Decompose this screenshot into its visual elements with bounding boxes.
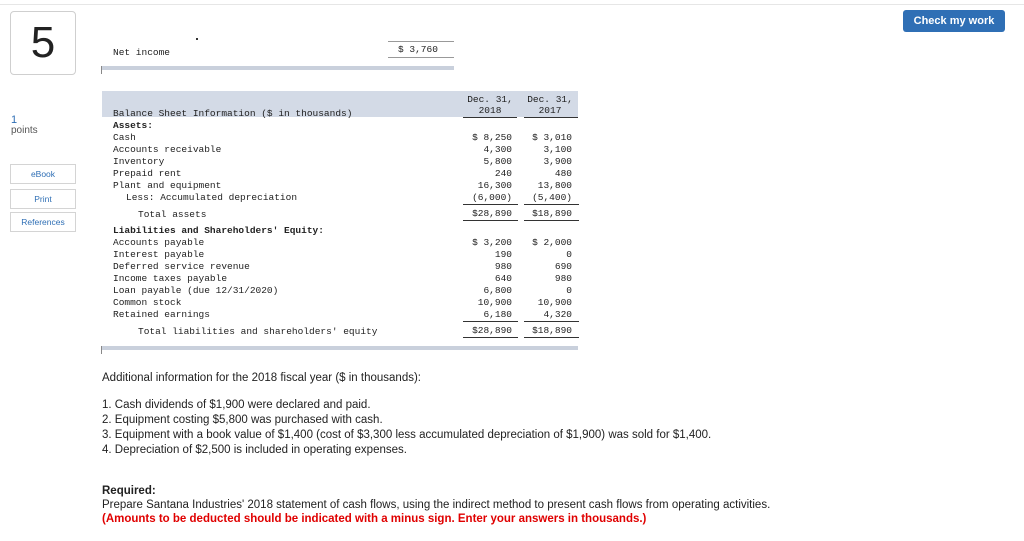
table-cell-2018: 640 <box>494 273 512 284</box>
section-divider-bar <box>102 66 454 70</box>
print-link[interactable]: Print <box>10 189 76 209</box>
required-note: (Amounts to be deducted should be indicated with a minus sign. Enter your answers in thousands.) <box>102 513 647 525</box>
column-header-underline <box>524 117 578 118</box>
net-income-top-rule <box>388 41 454 42</box>
table-row-label: Prepaid rent <box>113 168 182 179</box>
subtotal-rule <box>463 204 518 205</box>
table-row-label: Less: Accumulated depreciation <box>126 192 298 203</box>
table-cell-2018: 240 <box>494 168 512 179</box>
bar-tick <box>101 346 102 354</box>
table-cell-2017: 480 <box>554 168 572 179</box>
table-row-label: Accounts payable <box>113 237 205 248</box>
table-cell-2017: $18,890 <box>532 208 572 219</box>
column-header-2018-line2: 2018 <box>478 105 502 116</box>
net-income-bottom-rule <box>388 57 454 58</box>
total-rule <box>524 337 579 338</box>
question-number: 5 <box>10 11 76 75</box>
table-row-label: Cash <box>113 132 136 143</box>
table-cell-2018: 5,800 <box>483 156 512 167</box>
list-item: 2. Equipment costing $5,800 was purchased with cash. <box>102 414 383 426</box>
required-text: Prepare Santana Industries' 2018 statement of cash flows, using the indirect method to present cash flows from operating activities. <box>102 499 771 511</box>
column-header-2018 <box>460 94 520 116</box>
bar-tick <box>101 66 102 74</box>
section-divider-bar <box>102 346 578 350</box>
table-cell-2018: 16,300 <box>477 180 512 191</box>
table-row-label: Common stock <box>113 297 182 308</box>
table-cell-2018: (6,000) <box>472 192 512 203</box>
column-header-underline <box>463 117 517 118</box>
column-header-2017 <box>520 94 580 116</box>
column-header-2017-line1: Dec. 31, <box>527 94 573 105</box>
list-item: 1. Cash dividends of $1,900 were declared and paid. <box>102 399 371 411</box>
table-row-label: Income taxes payable <box>113 273 228 284</box>
balance-sheet-title: Balance Sheet Information ($ in thousands) <box>113 108 353 119</box>
list-item: 4. Depreciation of $2,500 is included in operating expenses. <box>102 444 407 456</box>
table-cell-2018: $ 3,200 <box>472 237 512 248</box>
table-cell-2017: $ 2,000 <box>532 237 572 248</box>
required-heading: Required: <box>102 485 156 497</box>
table-row-label: Retained earnings <box>113 309 210 320</box>
table-row-label: Total liabilities and shareholders' equity <box>138 326 378 337</box>
table-cell-2018: $28,890 <box>472 325 512 336</box>
assets-heading: Assets: <box>113 120 153 131</box>
table-cell-2017: 4,320 <box>543 309 572 320</box>
table-cell-2017: 10,900 <box>537 297 572 308</box>
table-cell-2018: $28,890 <box>472 208 512 219</box>
table-cell-2017: 13,800 <box>537 180 572 191</box>
points-value: 1 <box>11 114 18 126</box>
table-cell-2017: $ 3,010 <box>532 132 572 143</box>
table-cell-2017: $18,890 <box>532 325 572 336</box>
table-cell-2017: 980 <box>554 273 572 284</box>
table-cell-2017: (5,400) <box>532 192 572 203</box>
table-cell-2018: 6,180 <box>483 309 512 320</box>
table-cell-2018: 10,900 <box>477 297 512 308</box>
table-row-label: Plant and equipment <box>113 180 222 191</box>
net-income-value: $ 3,760 <box>398 44 438 55</box>
ebook-link[interactable]: eBook <box>10 164 76 184</box>
table-cell-2018: 980 <box>494 261 512 272</box>
table-row-label: Accounts receivable <box>113 144 222 155</box>
column-header-2018-line1: Dec. 31, <box>467 94 513 105</box>
check-my-work-button[interactable]: Check my work <box>903 10 1005 32</box>
subtotal-rule <box>524 321 579 322</box>
table-cell-2018: 6,800 <box>483 285 512 296</box>
total-rule <box>524 220 579 221</box>
table-cell-2018: 4,300 <box>483 144 512 155</box>
table-cell-2017: 3,100 <box>543 144 572 155</box>
list-item: 3. Equipment with a book value of $1,400 (cost of $3,300 less accumulated depreciation of $1,900) was sold for $1,400. <box>102 429 712 441</box>
table-cell-2018: $ 8,250 <box>472 132 512 143</box>
table-cell-2017: 690 <box>554 261 572 272</box>
additional-info-list <box>102 398 711 458</box>
table-cell-2017: 0 <box>566 249 572 260</box>
subtotal-rule <box>524 204 579 205</box>
column-header-2017-line2: 2017 <box>538 105 562 116</box>
liabilities-heading: Liabilities and Shareholders' Equity: <box>113 225 324 236</box>
net-income-label: Net income <box>113 47 171 58</box>
table-cell-2017: 0 <box>566 285 572 296</box>
table-cell-2018: 190 <box>494 249 512 260</box>
table-cell-2017: 3,900 <box>543 156 572 167</box>
table-row-label: Inventory <box>113 156 165 167</box>
top-divider <box>0 4 1024 5</box>
table-row-label: Loan payable (due 12/31/2020) <box>113 285 279 296</box>
additional-info-heading: Additional information for the 2018 fiscal year ($ in thousands): <box>102 372 421 384</box>
table-row-label: Interest payable <box>113 249 205 260</box>
total-rule <box>463 220 518 221</box>
table-row-label: Total assets <box>138 209 207 220</box>
points-label: points <box>11 125 38 136</box>
decorative-dot <box>196 38 198 40</box>
table-row-label: Deferred service revenue <box>113 261 250 272</box>
references-link[interactable]: References <box>10 212 76 232</box>
subtotal-rule <box>463 321 518 322</box>
total-rule <box>463 337 518 338</box>
